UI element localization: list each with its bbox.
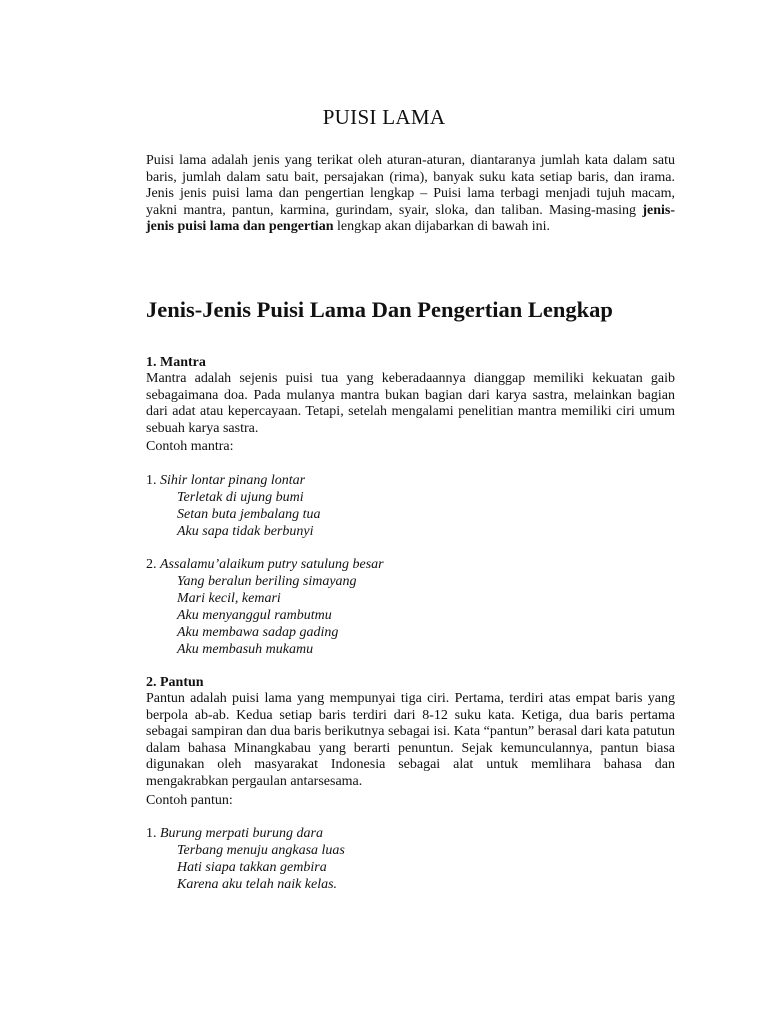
poem-line: Mari kecil, kemari (177, 591, 281, 606)
mantra-title: 1. Mantra (146, 355, 206, 370)
pantun-description: Pantun adalah puisi lama yang mempunyai tiga ciri. Pertama, terdiri atas empat baris yang berpola ab-ab. Kedua setiap baris terdiri dari 8-12 suku kata. Ketiga, dua baris pertama sebagai sampiran dan dua baris berikutnya sebagai isi. Kata “pantun” berasal dari kata patutun dalam bahasa Minangkabau yang berarti penuntun. Sejak kemunculannya, pantun biasa digunakan oleh masyarakat Indonesia sebagai alat untuk memlihara bahasa dan mengakrabkan pergaulan antarsesama. (146, 691, 675, 789)
example-number: 1. (146, 473, 160, 488)
intro-text-after: lengkap akan dijabarkan di bawah ini. (333, 219, 551, 235)
mantra-example2-first-line (146, 556, 384, 573)
document-title: PUISI LAMA (322, 105, 446, 129)
section-heading: Jenis-Jenis Puisi Lama Dan Pengertian Lengkap (146, 297, 613, 322)
poem-line: Burung merpati burung dara (160, 826, 323, 841)
poem-line: Karena aku telah naik kelas. (177, 877, 338, 892)
poem-line: Hati siapa takkan gembira (177, 860, 327, 875)
mantra-example-label: Contoh mantra: (146, 439, 234, 454)
poem-line: Aku menyanggul rambutmu (177, 608, 332, 623)
intro-text-before: Puisi lama adalah jenis yang terikat oleh aturan-aturan, diantaranya jumlah kata dalam satu baris, jumlah dalam satu bait, persajakan (rima), banyak suku kata setiap baris, dan irama. Jenis jenis puisi lama dan pengertian lengkap – Puisi lama terbagi menjadi tujuh macam, yakni mantra, pantun, karmina, gurindam, syair, sloka, dan taliban. Masing-masing (146, 153, 675, 218)
poem-line: Sihir lontar pinang lontar (160, 473, 306, 488)
mantra-example1-first-line (146, 472, 305, 489)
poem-line: Aku membawa sadap gading (177, 625, 339, 640)
pantun-example1-first-line (146, 825, 323, 842)
poem-line: Assalamu’alaikum putry satulung besar (160, 557, 384, 572)
mantra-description: Mantra adalah sejenis puisi tua yang keberadaannya dianggap memiliki kekuatan gaib sebagaimana doa. Pada mulanya mantra bukan bagian dari karya sastra, melainkan bagian dari adat atau kepercayaan. Tetapi, setelah mengalami penelitian mantra memiliki ciri umum sebuah karya sastra. (146, 371, 675, 436)
example-number: 1. (146, 826, 160, 841)
poem-line: Terbang menuju angkasa luas (177, 843, 345, 858)
example-number: 2. (146, 557, 160, 572)
pantun-example-label: Contoh pantun: (146, 793, 233, 808)
intro-paragraph (146, 153, 675, 236)
intro-bold-phrase: jenis-jenis puisi lama dan pengertian (146, 202, 675, 235)
poem-line: Aku membasuh mukamu (177, 642, 314, 657)
pantun-title: 2. Pantun (146, 675, 204, 690)
poem-line: Yang beralun beriling simayang (177, 574, 357, 589)
poem-line: Terletak di ujung bumi (177, 490, 304, 505)
poem-line: Aku sapa tidak berbunyi (177, 524, 314, 539)
poem-line: Setan buta jembalang tua (177, 507, 321, 522)
